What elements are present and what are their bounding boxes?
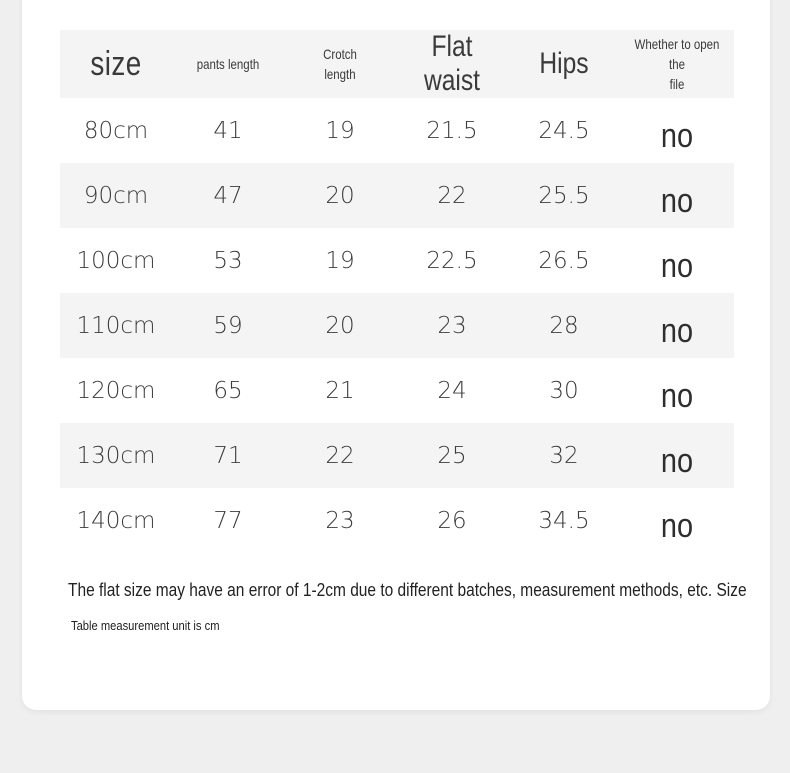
size-cell: 100cm <box>76 247 156 274</box>
flat-waist-cell: 22 <box>437 182 467 209</box>
flat-waist-cell: 24 <box>437 377 467 404</box>
crotch-length-cell: 22 <box>325 442 355 469</box>
size-cell: 110cm <box>76 312 156 339</box>
open-file-cell: no <box>660 377 694 415</box>
pants-length-cell: 59 <box>213 312 243 339</box>
flat-waist-cell: 23 <box>437 312 467 339</box>
crotch-length-cell: 23 <box>325 507 355 534</box>
hips-cell: 28 <box>549 312 579 339</box>
header-flat-waist: Flat waist <box>423 30 481 97</box>
header-flat-waist-cell <box>396 30 508 98</box>
table-row <box>60 98 734 163</box>
open-file-cell: no <box>660 507 694 545</box>
header-hips: Hips <box>539 47 589 80</box>
size-cell: 90cm <box>83 182 149 209</box>
open-file-cell: no <box>660 182 694 220</box>
crotch-length-cell: 19 <box>325 117 355 144</box>
pants-length-cell: 41 <box>213 117 243 144</box>
crotch-length-cell: 19 <box>325 247 355 274</box>
table-row <box>60 293 734 358</box>
table-header-row <box>60 30 734 98</box>
size-cell: 80cm <box>83 117 149 144</box>
pants-length-cell: 53 <box>213 247 243 274</box>
size-table <box>60 30 734 553</box>
hips-cell: 25.5 <box>538 182 590 209</box>
table-row <box>60 228 734 293</box>
flat-waist-cell: 22.5 <box>426 247 478 274</box>
crotch-length-cell: 20 <box>325 182 355 209</box>
open-file-cell: no <box>660 117 694 155</box>
header-pants-length: pants length <box>196 56 260 72</box>
table-row <box>60 358 734 423</box>
header-hips-cell <box>508 47 620 81</box>
header-size-cell <box>60 45 172 84</box>
flat-waist-cell: 25 <box>437 442 467 469</box>
open-file-cell: no <box>660 442 694 480</box>
flat-waist-cell: 21.5 <box>426 117 478 144</box>
header-open-file <box>630 34 723 94</box>
table-row <box>60 163 734 228</box>
header-crotch-length-cell <box>284 44 396 84</box>
pants-length-cell: 77 <box>213 507 243 534</box>
table-row <box>60 488 734 553</box>
open-file-cell: no <box>660 247 694 285</box>
flat-waist-cell: 26 <box>437 507 467 534</box>
crotch-length-cell: 21 <box>325 377 355 404</box>
table-row <box>60 423 734 488</box>
size-cell: 120cm <box>76 377 156 404</box>
header-pants-length-cell <box>172 54 284 74</box>
header-open-file-line2: file <box>669 76 685 92</box>
size-cell: 140cm <box>76 507 156 534</box>
size-cell: 130cm <box>76 442 156 469</box>
header-open-file-cell <box>620 34 734 94</box>
header-size: size <box>90 44 142 83</box>
crotch-length-cell: 20 <box>325 312 355 339</box>
open-file-cell: no <box>660 312 694 350</box>
pants-length-cell: 65 <box>213 377 243 404</box>
unit-note: Table measurement unit is cm <box>71 618 220 633</box>
hips-cell: 34.5 <box>538 507 590 534</box>
measurement-note: The flat size may have an error of 1-2cm due to different batches, measurement methods, etc. Size <box>68 580 747 600</box>
hips-cell: 30 <box>549 377 579 404</box>
pants-length-cell: 47 <box>213 182 243 209</box>
hips-cell: 32 <box>549 442 579 469</box>
header-open-file-line1: Whether to open the <box>634 36 720 72</box>
hips-cell: 26.5 <box>538 247 590 274</box>
header-crotch-length-line2: length <box>324 66 356 82</box>
header-crotch-length <box>294 44 386 84</box>
hips-cell: 24.5 <box>538 117 590 144</box>
header-crotch-length-line1: Crotch <box>323 46 357 62</box>
pants-length-cell: 71 <box>213 442 243 469</box>
